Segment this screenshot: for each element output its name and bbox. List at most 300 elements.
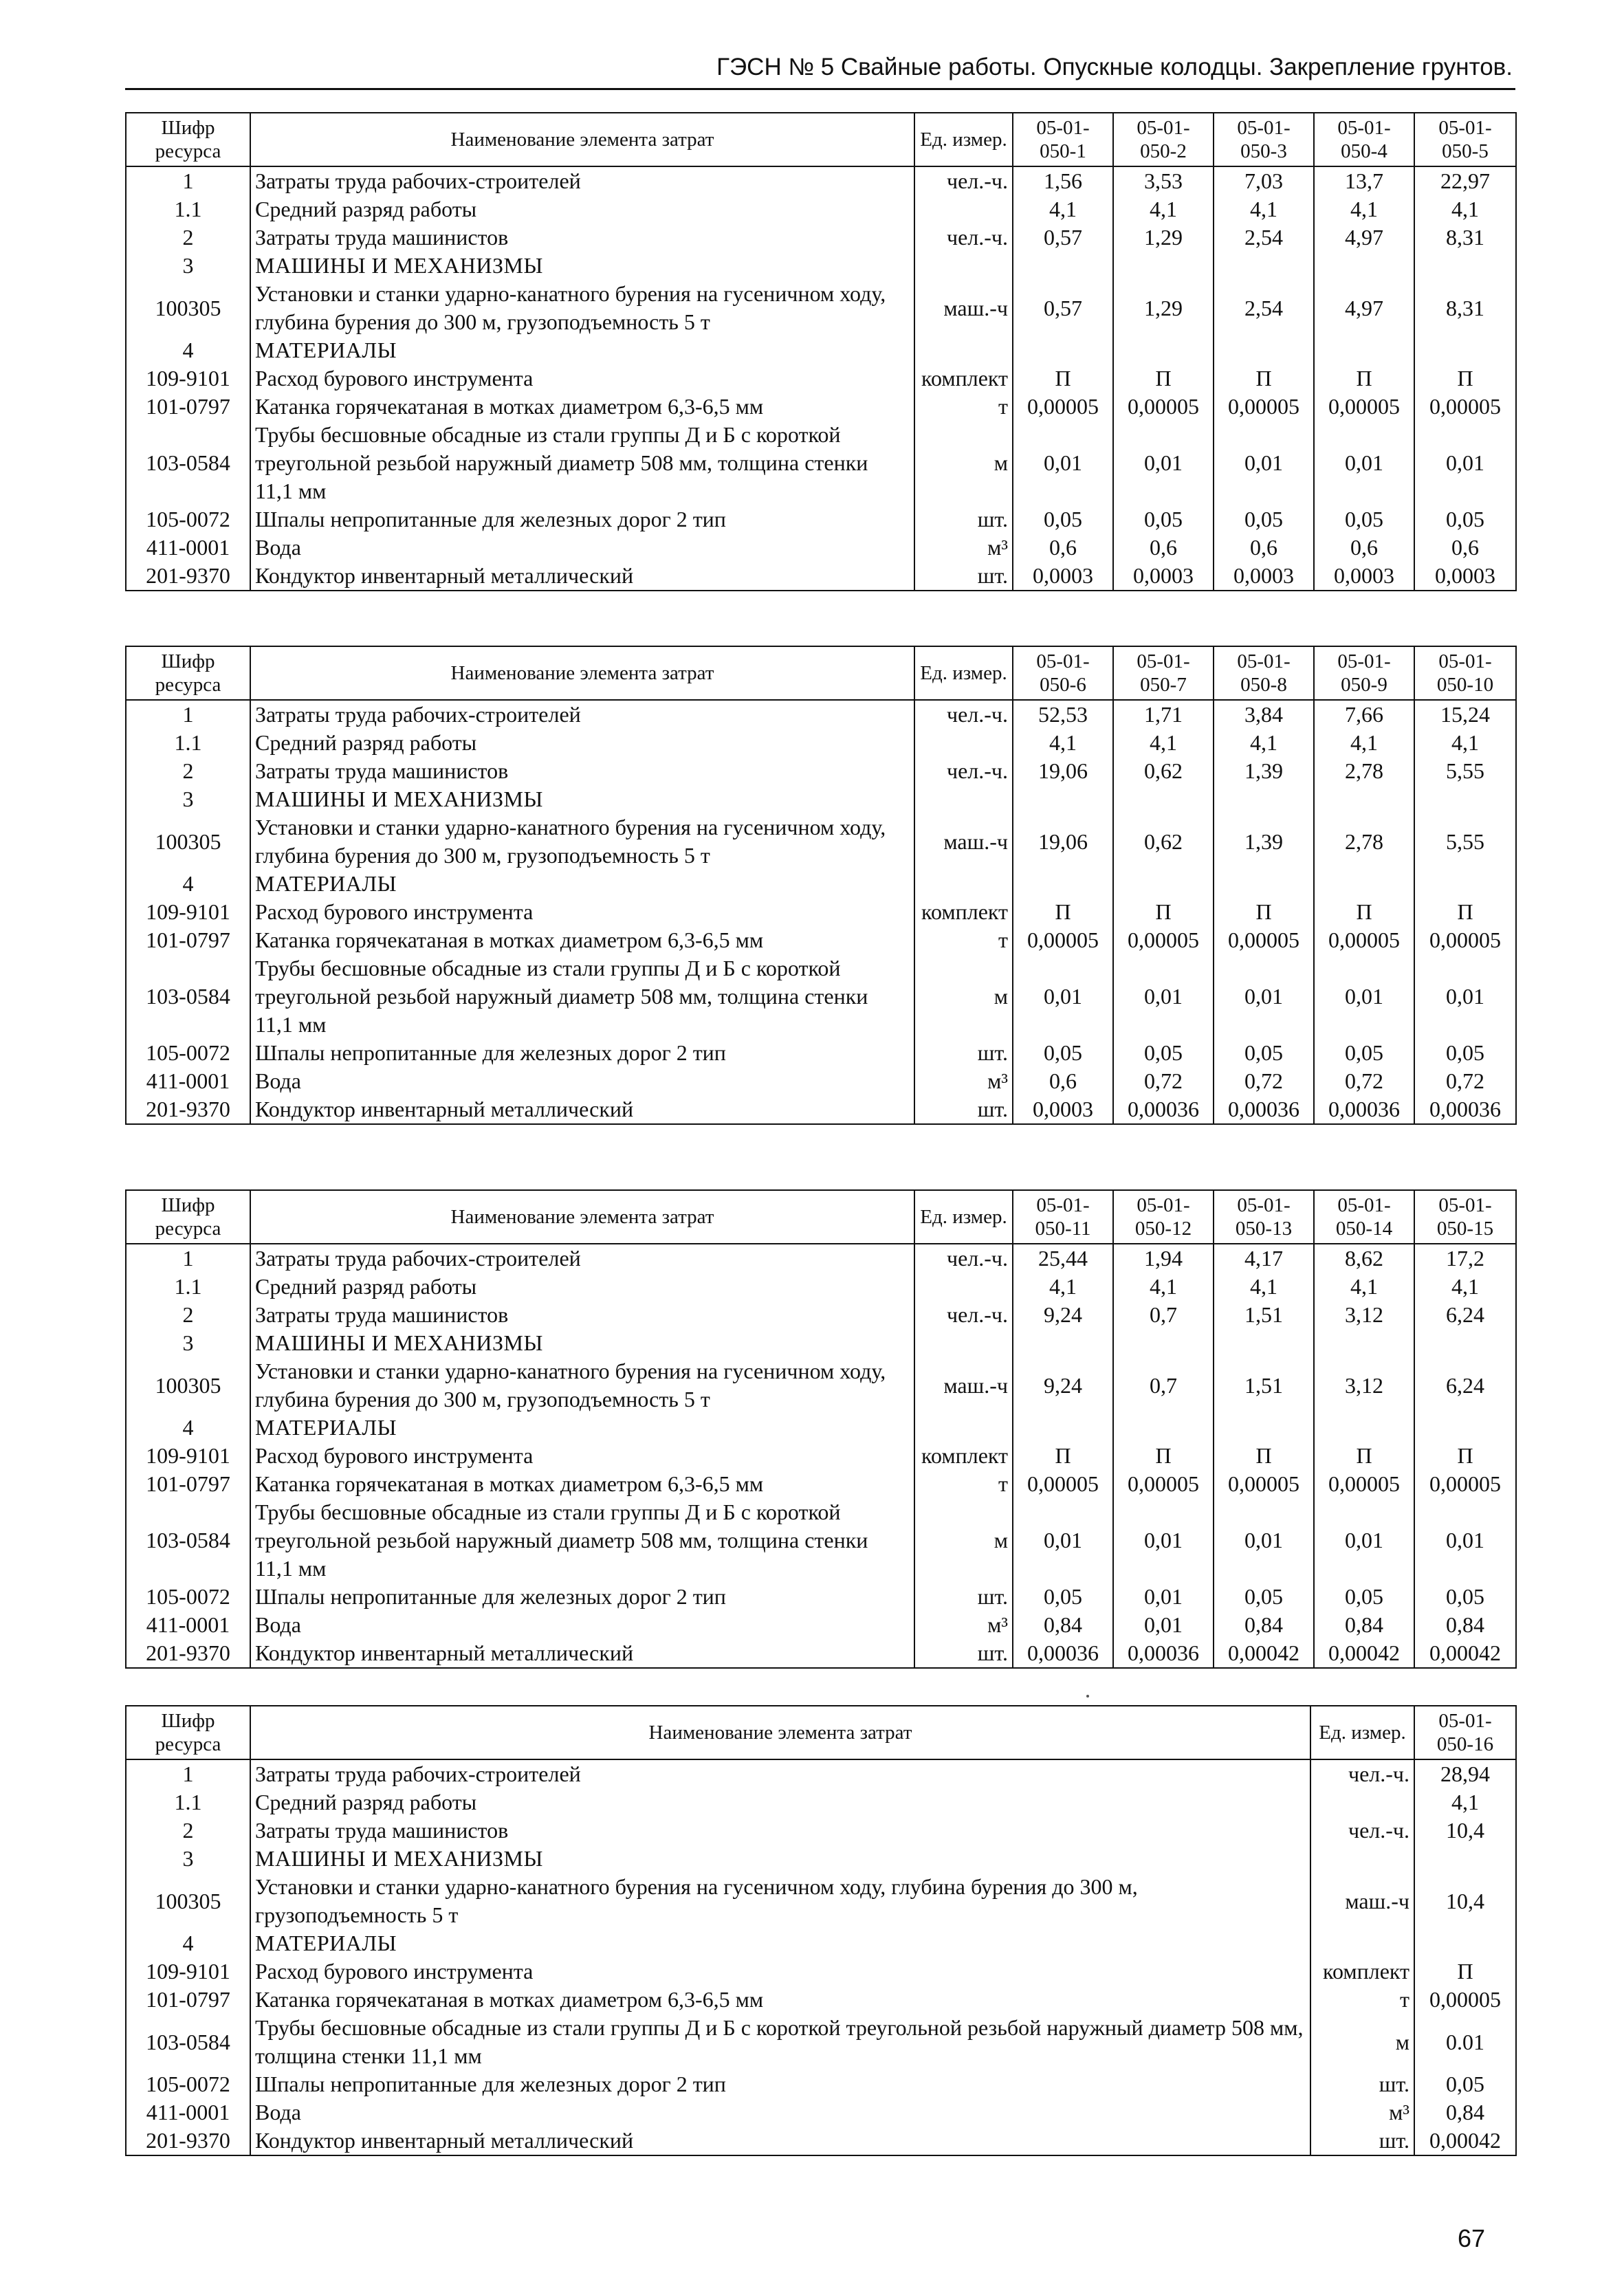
table-row: [126, 1611, 1516, 1639]
unit-of-measure: м³: [1310, 2098, 1414, 2127]
norm-value: 7,03: [1214, 166, 1314, 195]
table-row: [126, 1957, 1516, 1986]
unit-of-measure: м: [914, 421, 1013, 505]
unit-of-measure: чел.-ч.: [914, 166, 1013, 195]
norm-value: 0,05: [1214, 505, 1314, 534]
column-header-name: Наименование элемента затрат: [250, 1706, 1310, 1759]
norm-value: П: [1414, 364, 1516, 393]
norm-value: 25,44: [1013, 1244, 1113, 1273]
unit-of-measure: т: [914, 393, 1013, 421]
norm-value: 1,94: [1113, 1244, 1214, 1273]
norm-value: 0,05: [1414, 505, 1516, 534]
norm-value: 0,7: [1113, 1301, 1214, 1329]
norm-value: 0,84: [1314, 1611, 1414, 1639]
table-row: [126, 1244, 1516, 1273]
resource-code: 4: [126, 870, 250, 898]
resource-code: 103-0584: [126, 1498, 250, 1583]
section-title: МАТЕРИАЛЫ: [250, 336, 914, 364]
unit-of-measure: м³: [914, 1067, 1013, 1095]
unit-of-measure: шт.: [914, 1039, 1013, 1067]
resource-code: 2: [126, 223, 250, 252]
resource-code: 100305: [126, 1873, 250, 1929]
norm-value: [1214, 252, 1314, 280]
table-row: [126, 1273, 1516, 1301]
section-row: [126, 1414, 1516, 1442]
norm-value: 10,4: [1414, 1873, 1516, 1929]
norm-value: 4,1: [1214, 195, 1314, 223]
norm-value: 0,01: [1414, 1498, 1516, 1583]
cost-element-name: Катанка горячекатаная в мотках диаметром 6,3-6,5 мм: [250, 1470, 914, 1498]
column-header-norm: 05-01- 050-2: [1113, 113, 1214, 166]
norm-value: 3,12: [1314, 1301, 1414, 1329]
resource-code: 201-9370: [126, 1639, 250, 1668]
unit-of-measure: шт.: [914, 562, 1013, 591]
resource-code: 3: [126, 252, 250, 280]
resource-code: 109-9101: [126, 898, 250, 926]
resource-code: 109-9101: [126, 1957, 250, 1986]
norm-value: [1113, 1414, 1214, 1442]
resource-code: 4: [126, 336, 250, 364]
cost-element-name: Вода: [250, 1067, 914, 1095]
section-title: МАШИНЫ И МЕХАНИЗМЫ: [250, 785, 914, 813]
section-title: МАШИНЫ И МЕХАНИЗМЫ: [250, 1845, 1310, 1873]
norm-value: 0,01: [1113, 421, 1214, 505]
cost-element-name: Затраты труда машинистов: [250, 223, 914, 252]
norm-value: 0,00005: [1214, 926, 1314, 954]
norm-value: 3,12: [1314, 1357, 1414, 1414]
norm-value: [1414, 336, 1516, 364]
norm-value: 1,56: [1013, 166, 1113, 195]
resource-code: 103-0584: [126, 954, 250, 1039]
norm-value: 0,00005: [1414, 1986, 1516, 2014]
resource-code: 201-9370: [126, 1095, 250, 1124]
unit-of-measure: [914, 870, 1013, 898]
norm-value: [1013, 252, 1113, 280]
norm-value: 0,01: [1214, 421, 1314, 505]
cost-element-name: Катанка горячекатаная в мотках диаметром 6,3-6,5 мм: [250, 1986, 1310, 2014]
norm-value: [1314, 785, 1414, 813]
norm-value: 4,1: [1414, 729, 1516, 757]
resource-code: 103-0584: [126, 421, 250, 505]
norm-value: 19,06: [1013, 813, 1113, 870]
resource-code: 2: [126, 1816, 250, 1845]
norm-value: 0,00005: [1113, 393, 1214, 421]
norm-value: 1,39: [1214, 813, 1314, 870]
norm-value: [1113, 336, 1214, 364]
norm-value: [1414, 252, 1516, 280]
norm-value: 0,6: [1113, 534, 1214, 562]
resource-code: 201-9370: [126, 562, 250, 591]
norm-value: 0,01: [1214, 954, 1314, 1039]
section-row: [126, 1929, 1516, 1957]
norm-value: 28,94: [1414, 1759, 1516, 1788]
norm-value: [1414, 785, 1516, 813]
resource-code: 411-0001: [126, 1067, 250, 1095]
norm-value: [1314, 252, 1414, 280]
table-row: [126, 562, 1516, 591]
norm-value: 0,01: [1013, 421, 1113, 505]
table-header-row: [126, 1190, 1516, 1244]
unit-of-measure: шт.: [914, 1095, 1013, 1124]
unit-of-measure: шт.: [914, 1583, 1013, 1611]
norm-value: 0,01: [1414, 954, 1516, 1039]
norm-value: [1314, 336, 1414, 364]
resource-code: 103-0584: [126, 2014, 250, 2070]
unit-of-measure: маш.-ч: [914, 813, 1013, 870]
norm-value: 9,24: [1013, 1301, 1113, 1329]
norm-value: [1214, 1329, 1314, 1357]
table-row: [126, 1816, 1516, 1845]
column-header-norm: 05-01- 050-12: [1113, 1190, 1214, 1244]
norm-value: 0,00005: [1113, 926, 1214, 954]
column-header-norm: 05-01- 050-9: [1314, 646, 1414, 700]
norm-value: 0,00005: [1414, 1470, 1516, 1498]
cost-element-name: Шпалы непропитанные для железных дорог 2 тип: [250, 1039, 914, 1067]
column-header-norm: 05-01- 050-7: [1113, 646, 1214, 700]
norm-value: П: [1414, 1442, 1516, 1470]
unit-of-measure: [1310, 1788, 1414, 1816]
norm-value: П: [1414, 898, 1516, 926]
norm-value: 4,1: [1013, 729, 1113, 757]
norm-value: 19,06: [1013, 757, 1113, 785]
resource-code: 201-9370: [126, 2127, 250, 2155]
norm-value: 0,00005: [1314, 393, 1414, 421]
cost-element-name: Затраты труда рабочих-строителей: [250, 1244, 914, 1273]
cost-element-name: Трубы бесшовные обсадные из стали группы Д и Б с короткой треугольной резьбой наружный диаметр 508 мм, толщина стенки 11,1 мм: [250, 1498, 914, 1583]
table-row: [126, 1639, 1516, 1668]
cost-element-name: Вода: [250, 534, 914, 562]
resource-code: 101-0797: [126, 1986, 250, 2014]
resource-code: 101-0797: [126, 1470, 250, 1498]
unit-of-measure: м³: [914, 534, 1013, 562]
running-header: ГЭСН № 5 Свайные работы. Опускные колодцы. Закрепление грунтов.: [716, 54, 1513, 80]
unit-of-measure: шт.: [1310, 2070, 1414, 2098]
norm-value: 4,1: [1414, 1788, 1516, 1816]
cost-element-name: Средний разряд работы: [250, 1788, 1310, 1816]
norm-value: 10,4: [1414, 1816, 1516, 1845]
print-speck: [1086, 1695, 1089, 1698]
unit-of-measure: чел.-ч.: [1310, 1759, 1414, 1788]
norm-value: 0,05: [1013, 1039, 1113, 1067]
norm-value: 0,05: [1113, 1039, 1214, 1067]
norm-value: 0,00036: [1113, 1639, 1214, 1668]
norm-value: 0,01: [1013, 954, 1113, 1039]
resource-code: 411-0001: [126, 2098, 250, 2127]
norm-value: 4,1: [1113, 195, 1214, 223]
norm-value: 3,53: [1113, 166, 1214, 195]
norm-value: 4,1: [1113, 1273, 1214, 1301]
section-row: [126, 252, 1516, 280]
norm-value: 0,00042: [1414, 2127, 1516, 2155]
norm-value: [1013, 1329, 1113, 1357]
norm-value: 0.01: [1414, 2014, 1516, 2070]
resource-code: 109-9101: [126, 364, 250, 393]
norm-value: 0,05: [1314, 1583, 1414, 1611]
unit-of-measure: чел.-ч.: [914, 1244, 1013, 1273]
unit-of-measure: [1310, 1929, 1414, 1957]
unit-of-measure: т: [914, 926, 1013, 954]
unit-of-measure: [1310, 1845, 1414, 1873]
norm-value: 0,00036: [1214, 1095, 1314, 1124]
norm-value: П: [1414, 1957, 1516, 1986]
table-row: [126, 223, 1516, 252]
norm-value: [1314, 1329, 1414, 1357]
norm-value: 4,1: [1414, 1273, 1516, 1301]
norm-value: [1214, 336, 1314, 364]
norm-value: [1414, 1329, 1516, 1357]
resource-code: 1: [126, 1244, 250, 1273]
table-row: [126, 2127, 1516, 2155]
column-header-unit: Ед. измер.: [914, 646, 1013, 700]
resource-code: 2: [126, 1301, 250, 1329]
table-row: [126, 926, 1516, 954]
unit-of-measure: т: [914, 1470, 1013, 1498]
norm-value: 1,51: [1214, 1301, 1314, 1329]
norm-value: П: [1314, 898, 1414, 926]
page-number: 67: [1458, 2224, 1486, 2252]
cost-element-name: Катанка горячекатаная в мотках диаметром 6,3-6,5 мм: [250, 393, 914, 421]
column-header-norm: 05-01- 050-5: [1414, 113, 1516, 166]
unit-of-measure: комплект: [914, 898, 1013, 926]
unit-of-measure: [914, 1414, 1013, 1442]
cost-element-name: Установки и станки ударно-канатного бурения на гусеничном ходу, глубина бурения до 300 м, грузоподъемность 5 т: [250, 813, 914, 870]
norm-value: П: [1314, 1442, 1414, 1470]
norm-value: 0,0003: [1113, 562, 1214, 591]
norm-value: 0,05: [1214, 1039, 1314, 1067]
table-row: [126, 898, 1516, 926]
norm-value: 0,00005: [1013, 393, 1113, 421]
norm-value: П: [1314, 364, 1414, 393]
column-header-norm: 05-01- 050-6: [1013, 646, 1113, 700]
resource-code: 1.1: [126, 195, 250, 223]
table-row: [126, 421, 1516, 505]
norm-value: [1214, 1414, 1314, 1442]
column-header-name: Наименование элемента затрат: [250, 1190, 914, 1244]
norm-table-1: [125, 112, 1517, 591]
resource-code: 100305: [126, 813, 250, 870]
norm-value: [1314, 1414, 1414, 1442]
column-header-norm: 05-01- 050-14: [1314, 1190, 1414, 1244]
norm-value: 0,01: [1314, 1498, 1414, 1583]
table-row: [126, 729, 1516, 757]
norm-table-2: [125, 646, 1517, 1125]
cost-element-name: Затраты труда машинистов: [250, 1301, 914, 1329]
norm-value: 1,29: [1113, 280, 1214, 336]
column-header-norm: 05-01- 050-4: [1314, 113, 1414, 166]
norm-value: П: [1214, 898, 1314, 926]
unit-of-measure: чел.-ч.: [914, 1301, 1013, 1329]
cost-element-name: Расход бурового инструмента: [250, 1442, 914, 1470]
norm-value: 0,05: [1414, 1039, 1516, 1067]
norm-value: 0,00036: [1314, 1095, 1414, 1124]
norm-value: 0,6: [1314, 534, 1414, 562]
unit-of-measure: маш.-ч: [914, 280, 1013, 336]
norm-value: 0,05: [1013, 505, 1113, 534]
resource-code: 105-0072: [126, 505, 250, 534]
table-row: [126, 2014, 1516, 2070]
unit-of-measure: шт.: [1310, 2127, 1414, 2155]
norm-value: 0,05: [1414, 2070, 1516, 2098]
resource-code: 109-9101: [126, 1442, 250, 1470]
table-row: [126, 1873, 1516, 1929]
norm-value: 6,24: [1414, 1357, 1516, 1414]
cost-element-name: Затраты труда машинистов: [250, 757, 914, 785]
norm-value: 0,6: [1013, 534, 1113, 562]
norm-value: 7,66: [1314, 700, 1414, 729]
norm-value: 4,1: [1314, 195, 1414, 223]
table-row: [126, 1067, 1516, 1095]
table-row: [126, 954, 1516, 1039]
resource-code: 105-0072: [126, 2070, 250, 2098]
norm-value: 0,72: [1113, 1067, 1214, 1095]
table-row: [126, 280, 1516, 336]
norm-value: 0,00036: [1113, 1095, 1214, 1124]
norm-value: 52,53: [1013, 700, 1113, 729]
table-row: [126, 1470, 1516, 1498]
norm-value: 5,55: [1414, 757, 1516, 785]
cost-element-name: Трубы бесшовные обсадные из стали группы Д и Б с короткой треугольной резьбой наружный диаметр 508 мм, толщина стенки 11,1 мм: [250, 954, 914, 1039]
cost-element-name: Установки и станки ударно-канатного бурения на гусеничном ходу, глубина бурения до 300 м, грузоподъемность 5 т: [250, 1357, 914, 1414]
resource-code: 411-0001: [126, 534, 250, 562]
norm-value: 4,97: [1314, 223, 1414, 252]
norm-value: 0,00042: [1314, 1639, 1414, 1668]
norm-value: 0,00005: [1013, 926, 1113, 954]
cost-element-name: Затраты труда рабочих-строителей: [250, 700, 914, 729]
norm-value: [1113, 1329, 1214, 1357]
norm-value: 0,01: [1113, 954, 1214, 1039]
table-row: [126, 393, 1516, 421]
column-header-code: Шифр ресурса: [126, 646, 250, 700]
norm-value: 2,78: [1314, 813, 1414, 870]
resource-code: 1: [126, 1759, 250, 1788]
cost-element-name: Вода: [250, 2098, 1310, 2127]
norm-value: 0,01: [1113, 1583, 1214, 1611]
cost-element-name: Кондуктор инвентарный металлический: [250, 562, 914, 591]
table-row: [126, 1039, 1516, 1067]
section-title: МАШИНЫ И МЕХАНИЗМЫ: [250, 252, 914, 280]
norm-value: 0,00042: [1214, 1639, 1314, 1668]
table-row: [126, 1788, 1516, 1816]
table-row: [126, 1583, 1516, 1611]
column-header-unit: Ед. измер.: [914, 113, 1013, 166]
norm-value: 0,0003: [1013, 562, 1113, 591]
cost-element-name: Расход бурового инструмента: [250, 364, 914, 393]
column-header-unit: Ед. измер.: [1310, 1706, 1414, 1759]
norm-value: 4,1: [1013, 1273, 1113, 1301]
norm-value: П: [1113, 898, 1214, 926]
norm-value: 0,00005: [1113, 1470, 1214, 1498]
resource-code: 1.1: [126, 1273, 250, 1301]
table-row: [126, 166, 1516, 195]
cost-element-name: Шпалы непропитанные для железных дорог 2 тип: [250, 505, 914, 534]
norm-value: 4,1: [1314, 1273, 1414, 1301]
norm-value: [1013, 336, 1113, 364]
unit-of-measure: [914, 195, 1013, 223]
table-row: [126, 1095, 1516, 1124]
norm-value: П: [1013, 364, 1113, 393]
resource-code: 3: [126, 1329, 250, 1357]
header-rule: [125, 88, 1515, 90]
norm-value: 0,84: [1013, 1611, 1113, 1639]
norm-value: 0,05: [1113, 505, 1214, 534]
unit-of-measure: комплект: [914, 364, 1013, 393]
norm-value: 17,2: [1414, 1244, 1516, 1273]
unit-of-measure: комплект: [914, 1442, 1013, 1470]
norm-value: 1,29: [1113, 223, 1214, 252]
resource-code: 101-0797: [126, 393, 250, 421]
norm-value: П: [1113, 364, 1214, 393]
resource-code: 100305: [126, 1357, 250, 1414]
norm-value: 0,01: [1414, 421, 1516, 505]
table-row: [126, 505, 1516, 534]
resource-code: 105-0072: [126, 1583, 250, 1611]
norm-value: 1,51: [1214, 1357, 1314, 1414]
norm-value: 0,62: [1113, 757, 1214, 785]
unit-of-measure: шт.: [914, 1639, 1013, 1668]
norm-value: 0,05: [1013, 1583, 1113, 1611]
norm-value: [1414, 1414, 1516, 1442]
norm-value: 4,1: [1214, 729, 1314, 757]
cost-element-name: Шпалы непропитанные для железных дорог 2 тип: [250, 2070, 1310, 2098]
norm-value: [1414, 1845, 1516, 1873]
table-row: [126, 195, 1516, 223]
norm-value: 0,57: [1013, 280, 1113, 336]
norm-value: 3,84: [1214, 700, 1314, 729]
table-row: [126, 364, 1516, 393]
unit-of-measure: [914, 252, 1013, 280]
norm-value: 0,84: [1414, 2098, 1516, 2127]
norm-value: 0,0003: [1414, 562, 1516, 591]
cost-element-name: Трубы бесшовные обсадные из стали группы Д и Б с короткой треугольной резьбой наружный диаметр 508 мм, толщина стенки 11,1 мм: [250, 421, 914, 505]
norm-value: 0,01: [1314, 954, 1414, 1039]
unit-of-measure: чел.-ч.: [1310, 1816, 1414, 1845]
norm-value: 0,6: [1013, 1067, 1113, 1095]
unit-of-measure: [914, 1329, 1013, 1357]
section-row: [126, 336, 1516, 364]
norm-value: [1113, 785, 1214, 813]
resource-code: 2: [126, 757, 250, 785]
table-row: [126, 1442, 1516, 1470]
unit-of-measure: [914, 1273, 1013, 1301]
unit-of-measure: м³: [914, 1611, 1013, 1639]
norm-value: 0,00042: [1414, 1639, 1516, 1668]
unit-of-measure: маш.-ч: [914, 1357, 1013, 1414]
norm-value: 6,24: [1414, 1301, 1516, 1329]
norm-value: П: [1013, 898, 1113, 926]
unit-of-measure: т: [1310, 1986, 1414, 2014]
norm-value: 4,1: [1414, 195, 1516, 223]
norm-value: 0,84: [1214, 1611, 1314, 1639]
norm-value: 0,00005: [1314, 926, 1414, 954]
norm-value: [1214, 870, 1314, 898]
norm-value: 0,7: [1113, 1357, 1214, 1414]
norm-value: 8,31: [1414, 280, 1516, 336]
norm-value: 1,71: [1113, 700, 1214, 729]
cost-element-name: Кондуктор инвентарный металлический: [250, 1639, 914, 1668]
norm-value: 4,1: [1113, 729, 1214, 757]
unit-of-measure: шт.: [914, 505, 1013, 534]
norm-value: 0,00005: [1314, 1470, 1414, 1498]
column-header-code: Шифр ресурса: [126, 1706, 250, 1759]
norm-value: [1214, 785, 1314, 813]
norm-value: 0,01: [1214, 1498, 1314, 1583]
cost-element-name: Средний разряд работы: [250, 195, 914, 223]
resource-code: 411-0001: [126, 1611, 250, 1639]
norm-value: 0,0003: [1314, 562, 1414, 591]
resource-code: 4: [126, 1929, 250, 1957]
resource-code: 1.1: [126, 1788, 250, 1816]
unit-of-measure: чел.-ч.: [914, 223, 1013, 252]
